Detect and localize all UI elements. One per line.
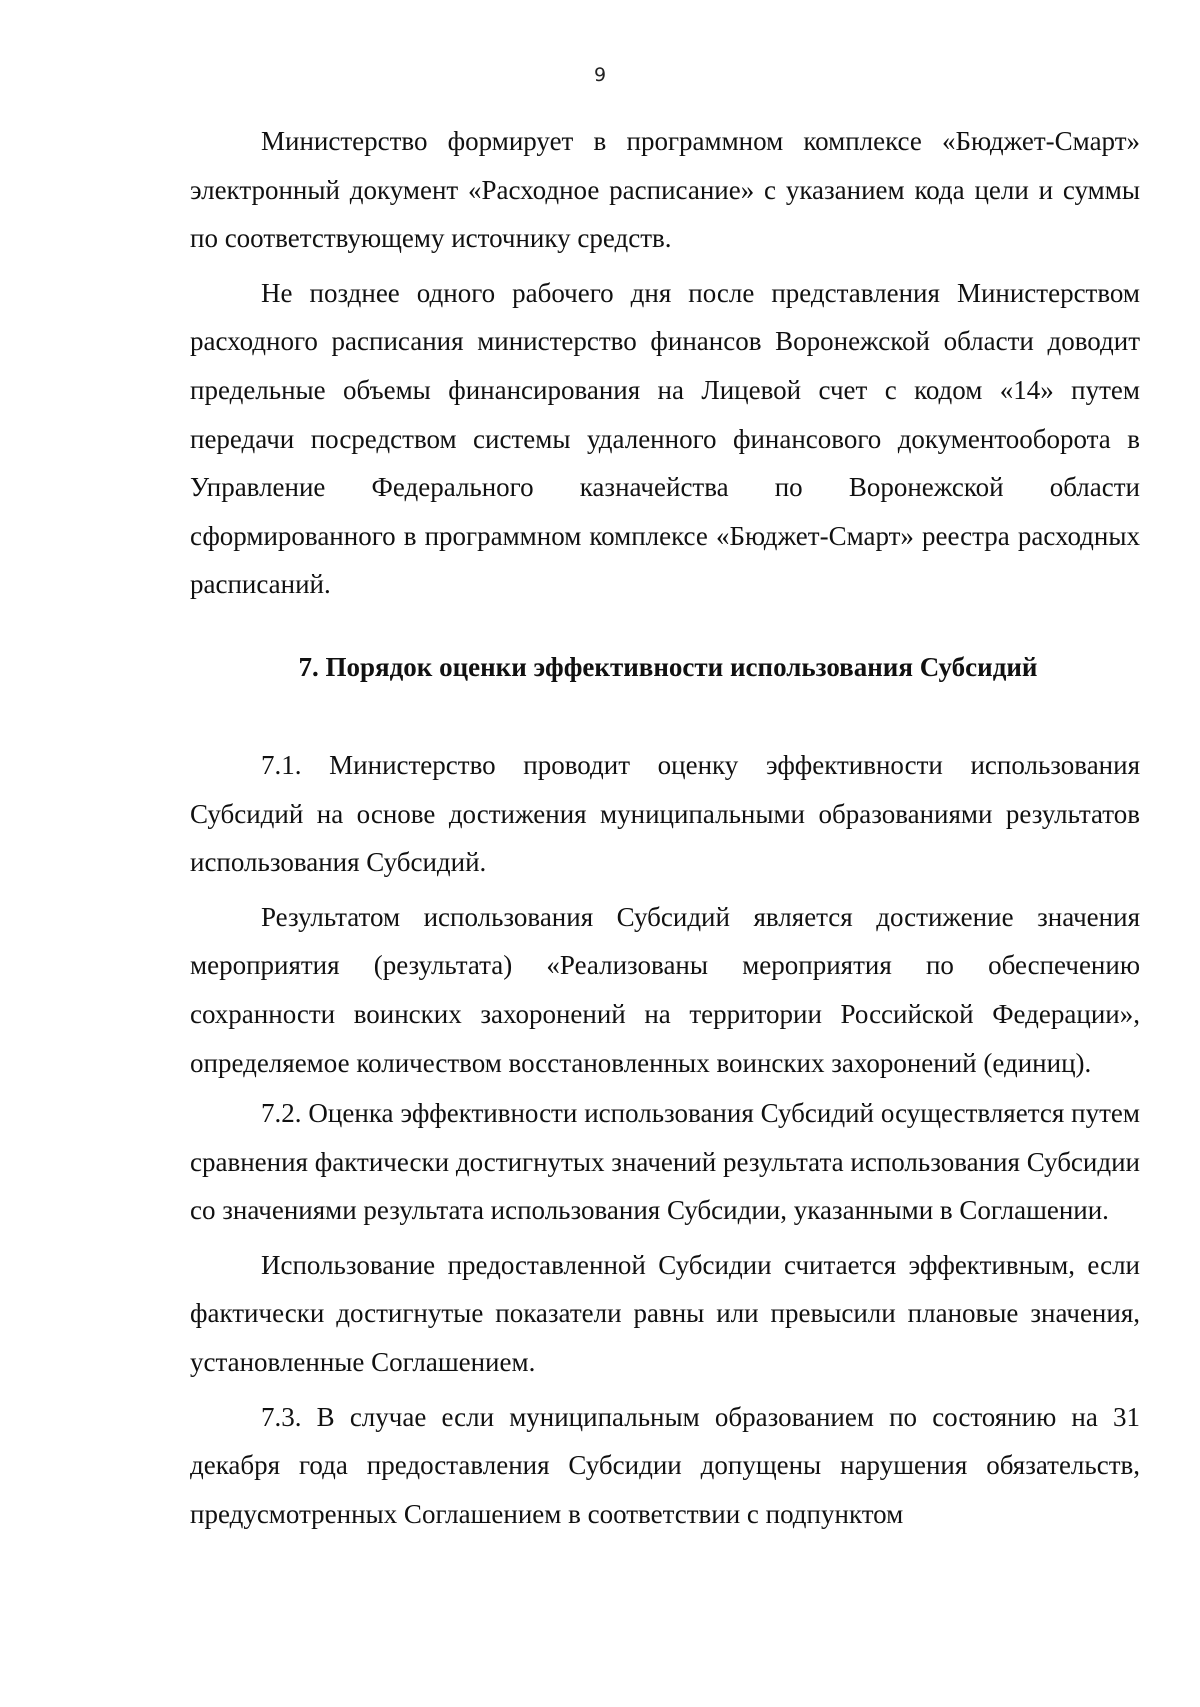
paragraph-7-1: 7.1. Министерство проводит оценку эффективности использования Субсидий на основе достижения муниципальными образованиями результатов использования Субсидий. bbox=[190, 749, 1140, 878]
document-body bbox=[190, 117, 1140, 1538]
paragraph-efficiency-criteria: Использование предоставленной Субсидии считается эффективным, если фактически достигнутые показатели равны или превысили плановые значения, установленные Соглашением. bbox=[190, 1249, 1140, 1378]
paragraph-budget-smart-document: Министерство формирует в программном комплексе «Бюджет-Смарт» электронный документ «Расходное расписание» с указанием кода цели и суммы по соответствующему источнику средств. bbox=[190, 126, 1140, 254]
paragraph-subsidy-result: Результатом использования Субсидий является достижение значения мероприятия (результата) «Реализованы мероприятия по обеспечению сохранности воинских захоронений на территории Российской Федерации», определяемое количеством восстановленных воинских захоронений (единиц). bbox=[190, 901, 1140, 1078]
section-heading: 7. Порядок оценки эффективности использования Субсидий bbox=[298, 651, 1038, 682]
page-number: 9 bbox=[593, 64, 607, 86]
paragraph-financing-limits: Не позднее одного рабочего дня после представления Министерством расходного расписания министерство финансов Воронежской области доводит предельные объемы финансирования на Лицевой счет с кодом «14» путем передачи посредством системы удаленного финансового документооборота в Управление Федерального казначейства по Воронежской области сформированного в программном комплексе «Бюджет-Смарт» реестра расходных расписаний. bbox=[190, 277, 1140, 600]
paragraph-7-3: 7.3. В случае если муниципальным образованием по состоянию на 31 декабря года предоставления Субсидии допущены нарушения обязательств, предусмотренных Соглашением в соответствии с подпунктом bbox=[190, 1401, 1140, 1529]
paragraph-7-2: 7.2. Оценка эффективности использования Субсидий осуществляется путем сравнения фактически достигнутых значений результата использования Субсидии со значениями результата использования Субсидии, указанными в Соглашении. bbox=[190, 1098, 1140, 1226]
